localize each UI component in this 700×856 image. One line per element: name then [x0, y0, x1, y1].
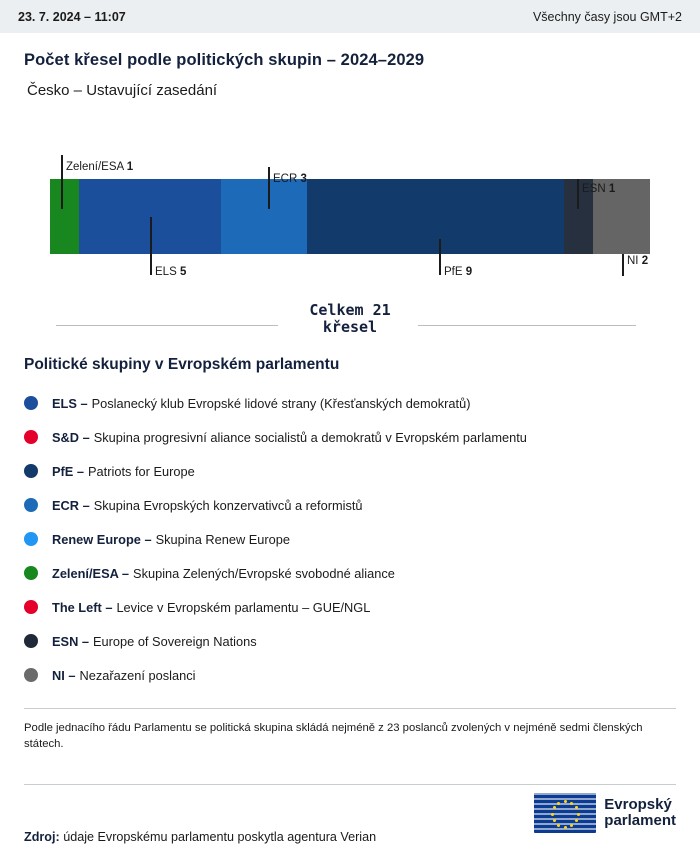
legend: [24, 386, 676, 692]
legend-abbr-els: ELS –: [52, 395, 88, 411]
european-parliament-logo: [534, 793, 676, 833]
legend-abbr-pfe: PfE –: [52, 463, 85, 479]
legend-dot-icon-the-left: [24, 600, 38, 614]
legend-dot-icon-ni: [24, 668, 38, 682]
eu-flag-icon: [534, 793, 596, 833]
legend-item-esn: [24, 624, 676, 658]
callout-label-esn: [582, 183, 615, 195]
top-bar: [0, 0, 700, 33]
callout-tick-els: [150, 217, 152, 275]
legend-abbr-sd: S&D –: [52, 429, 90, 445]
callout-value-els: 5: [179, 266, 187, 278]
source-label: Zdroj:: [24, 830, 60, 844]
legend-item-sd: [24, 420, 676, 454]
legend-item-ni: [24, 658, 676, 692]
stacked-bar: [50, 179, 650, 254]
legend-item-zeleni-esa: [24, 556, 676, 590]
callout-label-pfe: [444, 266, 472, 278]
legend-item-renew: [24, 522, 676, 556]
callout-label-ni: [627, 255, 648, 267]
legend-desc-ecr: Skupina Evropských konzervativců a reformistů: [93, 497, 363, 513]
total-seats-block: [0, 302, 700, 348]
logo-text: [604, 797, 676, 830]
callout-value-zeleni-esa: 1: [126, 161, 134, 173]
callout-tick-ecr: [268, 167, 270, 209]
legend-item-ecr: [24, 488, 676, 522]
legend-desc-the-left: Levice v Evropském parlamentu – GUE/NGL: [116, 599, 371, 615]
legend-dot-icon-zeleni-esa: [24, 566, 38, 580]
eu-stars: [552, 800, 578, 826]
legend-abbr-esn: ESN –: [52, 633, 89, 649]
callout-name-zeleni-esa: Zelení/ESA: [66, 161, 124, 173]
legend-item-els: [24, 386, 676, 420]
callout-tick-ni: [622, 254, 624, 276]
footnote-divider: [24, 708, 676, 709]
callout-label-ecr: [273, 173, 307, 185]
total-seats-line1: Celkem 21: [309, 301, 391, 319]
callout-label-zeleni-esa: [66, 161, 133, 173]
callout-label-els: [155, 266, 186, 278]
callout-name-esn: ESN: [582, 183, 606, 195]
source-text: údaje Evropskému parlamentu poskytla agentura Verian: [63, 830, 377, 844]
legend-desc-renew: Skupina Renew Europe: [155, 531, 291, 547]
logo-line2: parlament: [604, 812, 676, 829]
legend-item-the-left: [24, 590, 676, 624]
callout-tick-zeleni-esa: [61, 155, 63, 209]
title-block: [0, 33, 700, 99]
page-title: Počet křesel podle politických skupin – 2024–2029: [24, 51, 425, 69]
legend-desc-ni: Nezařazení poslanci: [79, 667, 196, 683]
legend-dot-icon-els: [24, 396, 38, 410]
timestamp: 23. 7. 2024 – 11:07: [18, 9, 126, 24]
total-seats-line2: křesel: [322, 318, 378, 337]
legend-desc-els: Poslanecký klub Evropské lidové strany (Křesťanských demokratů): [91, 395, 471, 411]
bar-segment-zeleni-esa: [50, 179, 79, 254]
timezone-note: Všechny časy jsou GMT+2: [532, 9, 682, 24]
legend-abbr-renew: Renew Europe –: [52, 531, 152, 547]
callout-name-ni: NI: [627, 255, 639, 267]
bar-segment-ecr: [221, 179, 307, 254]
legend-dot-icon-renew: [24, 532, 38, 546]
logo-line1: Evropský: [604, 795, 672, 813]
legend-abbr-ecr: ECR –: [52, 497, 90, 513]
legend-desc-pfe: Patriots for Europe: [88, 463, 195, 479]
page-subtitle: Česko – Ustavující zasedání: [27, 82, 218, 99]
legend-abbr-the-left: The Left –: [52, 599, 113, 615]
seat-distribution-chart: [26, 139, 676, 284]
legend-title: Politické skupiny v Evropském parlamentu: [24, 356, 340, 373]
legend-dot-icon-esn: [24, 634, 38, 648]
callout-tick-pfe: [439, 239, 441, 275]
callout-value-esn: 1: [608, 183, 616, 195]
bar-segment-pfe: [307, 179, 564, 254]
footnote-text: Podle jednacího řádu Parlamentu se politická skupina skládá nejméně z 23 poslanců zvolených v nejméně sedmi členských státech.: [24, 722, 643, 751]
callout-tick-esn: [577, 179, 579, 209]
legend-desc-zeleni-esa: Skupina Zelených/Evropské svobodné aliance: [133, 565, 395, 581]
total-seats-text: [0, 302, 700, 337]
callout-name-ecr: ECR: [273, 173, 298, 185]
legend-abbr-zeleni-esa: Zelení/ESA –: [52, 565, 130, 581]
legend-dot-icon-pfe: [24, 464, 38, 478]
callout-value-ecr: 3: [300, 173, 307, 185]
callout-name-els: ELS: [155, 266, 177, 278]
callout-value-pfe: 9: [465, 266, 473, 278]
legend-item-pfe: [24, 454, 676, 488]
legend-desc-sd: Skupina progresivní aliance socialistů a demokratů v Evropském parlamentu: [93, 429, 527, 445]
callout-name-pfe: PfE: [444, 266, 463, 278]
source-block: [24, 784, 676, 856]
source-line: [24, 830, 376, 844]
legend-dot-icon-sd: [24, 430, 38, 444]
legend-abbr-ni: NI –: [52, 667, 76, 683]
legend-dot-icon-ecr: [24, 498, 38, 512]
callout-value-ni: 2: [641, 255, 649, 267]
legend-desc-esn: Europe of Sovereign Nations: [93, 633, 257, 649]
